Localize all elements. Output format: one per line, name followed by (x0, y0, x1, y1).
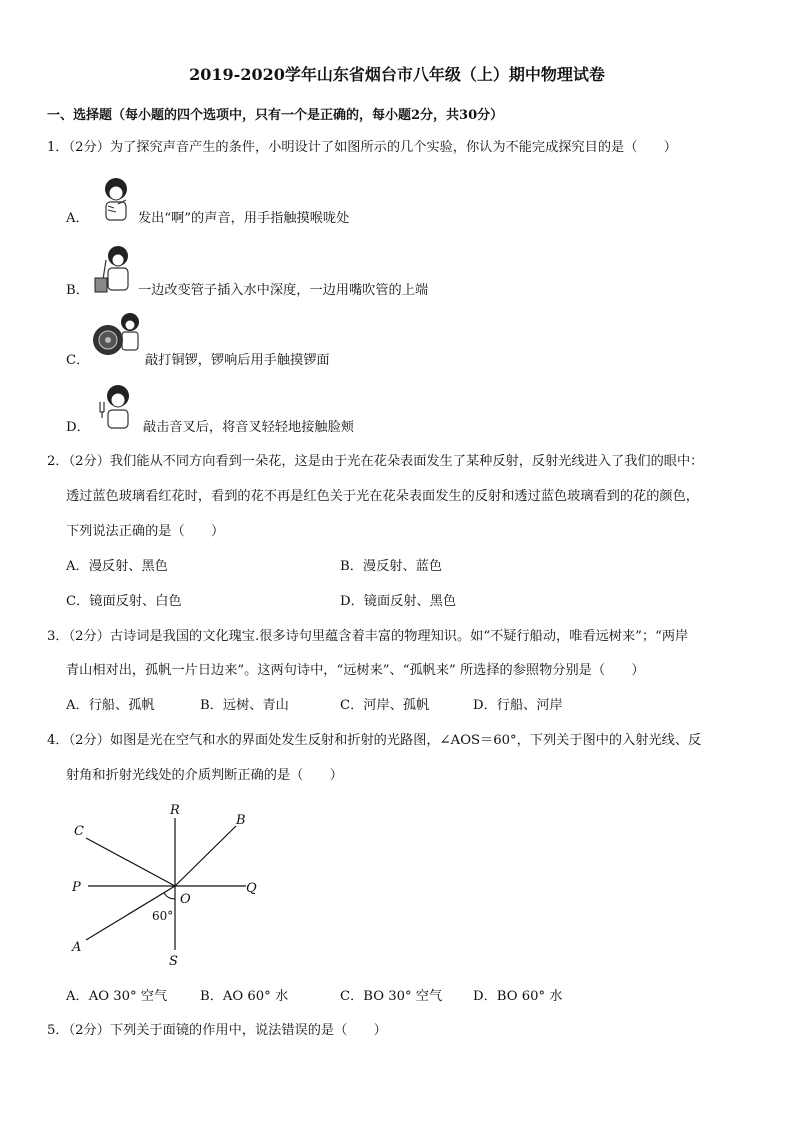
q1-option-a-letter: A． (66, 211, 89, 226)
q2-stem-line-3: 下列说法正确的是（ ） (66, 524, 225, 539)
label-p: P (72, 880, 81, 895)
ray-ob (175, 826, 236, 886)
q3-option-c: C．河岸、孤帆 (340, 698, 430, 713)
q1-option-b-text: 一边改变管子插入水中深度，一边用嘴吹管的上端 (138, 283, 429, 298)
q1-option-d-text: 敲击音叉后，将音叉轻轻地接触脸颊 (143, 420, 354, 435)
page-title: 2019-2020学年山东省烟台市八年级（上）期中物理试卷 (189, 65, 605, 84)
label-a: A (72, 940, 82, 955)
label-s: S (169, 954, 178, 969)
child-striking-gong-illustration (90, 312, 146, 360)
q3-option-d: D．行船、河岸 (473, 698, 563, 713)
angle-aos-arc (164, 893, 175, 899)
q2-option-c: C．镜面反射、白色 (66, 594, 182, 609)
q4-stem-line-1: 4．（2分）如图是光在空气和水的界面处发生反射和折射的光路图，∠AOS＝60°，下列关于图中的入射光线、反 (47, 733, 702, 748)
q4-option-b: B．AO 60° 水 (200, 989, 289, 1004)
child-touching-throat-illustration (96, 176, 138, 224)
q4-option-a: A．AO 30° 空气 (66, 989, 168, 1004)
q2-option-a: A．漫反射、黑色 (66, 559, 168, 574)
child-blowing-tube-illustration (92, 244, 140, 296)
label-b: B (236, 813, 246, 828)
q1-option-a-text: 发出“啊”的声音，用手指触摸喉咙处 (138, 211, 350, 226)
q4-option-c: C．BO 30° 空气 (340, 989, 443, 1004)
q2-option-b: B．漫反射、蓝色 (340, 559, 443, 574)
label-angle-60: 60° (152, 909, 174, 923)
q1-stem: 1．（2分）为了探究声音产生的条件，小明设计了如图所示的几个实验，你认为不能完成探究目的是（ ） (47, 140, 677, 155)
section-heading: 一、选择题（每小题的四个选项中，只有一个是正确的，每小题2分，共30分） (47, 108, 504, 123)
q3-option-b: B．远树、青山 (200, 698, 289, 713)
label-c: C (74, 824, 84, 839)
q1-option-d-letter: D． (66, 420, 90, 435)
child-tuning-fork-illustration (96, 384, 142, 432)
q2-stem-line-1: 2．（2分）我们能从不同方向看到一朵花，这是由于光在花朵表面发生了某种反射，反射光线进入了我们的眼中： (47, 454, 704, 469)
ray-co (86, 838, 175, 886)
q1-option-b-letter: B． (66, 283, 89, 298)
q4-option-d: D．BO 60° 水 (473, 989, 563, 1004)
q2-option-d: D．镜面反射、黑色 (340, 594, 457, 609)
q3-stem-line-1: 3．（2分）古诗词是我国的文化瑰宝.很多诗句里蕴含着丰富的物理知识。如“不疑行船动，唯看远树来”；“两岸 (47, 629, 689, 644)
q1-option-c-letter: C． (66, 353, 90, 368)
q5-stem: 5．（2分）下列关于面镜的作用中，说法错误的是（ ） (47, 1023, 387, 1038)
q4-stem-line-2: 射角和折射光线处的介质判断正确的是（ ） (66, 768, 343, 783)
label-r: R (170, 803, 180, 818)
light-ray-diagram (60, 800, 280, 975)
q2-stem-line-2: 透过蓝色玻璃看红花时，看到的花不再是红色关于光在花朵表面发生的反射和透过蓝色玻璃看到的花的颜色， (66, 489, 699, 504)
q3-option-a: A．行船、孤帆 (66, 698, 155, 713)
q3-stem-line-2: 青山相对出，孤帆一片日边来”。这两句诗中，“远树来”、“孤帆来” 所选择的参照物分别是（ ） (66, 663, 645, 678)
label-q: Q (246, 881, 257, 896)
q1-option-c-text: 敲打铜锣，锣响后用手触摸锣面 (145, 353, 330, 368)
label-o: O (180, 892, 191, 907)
